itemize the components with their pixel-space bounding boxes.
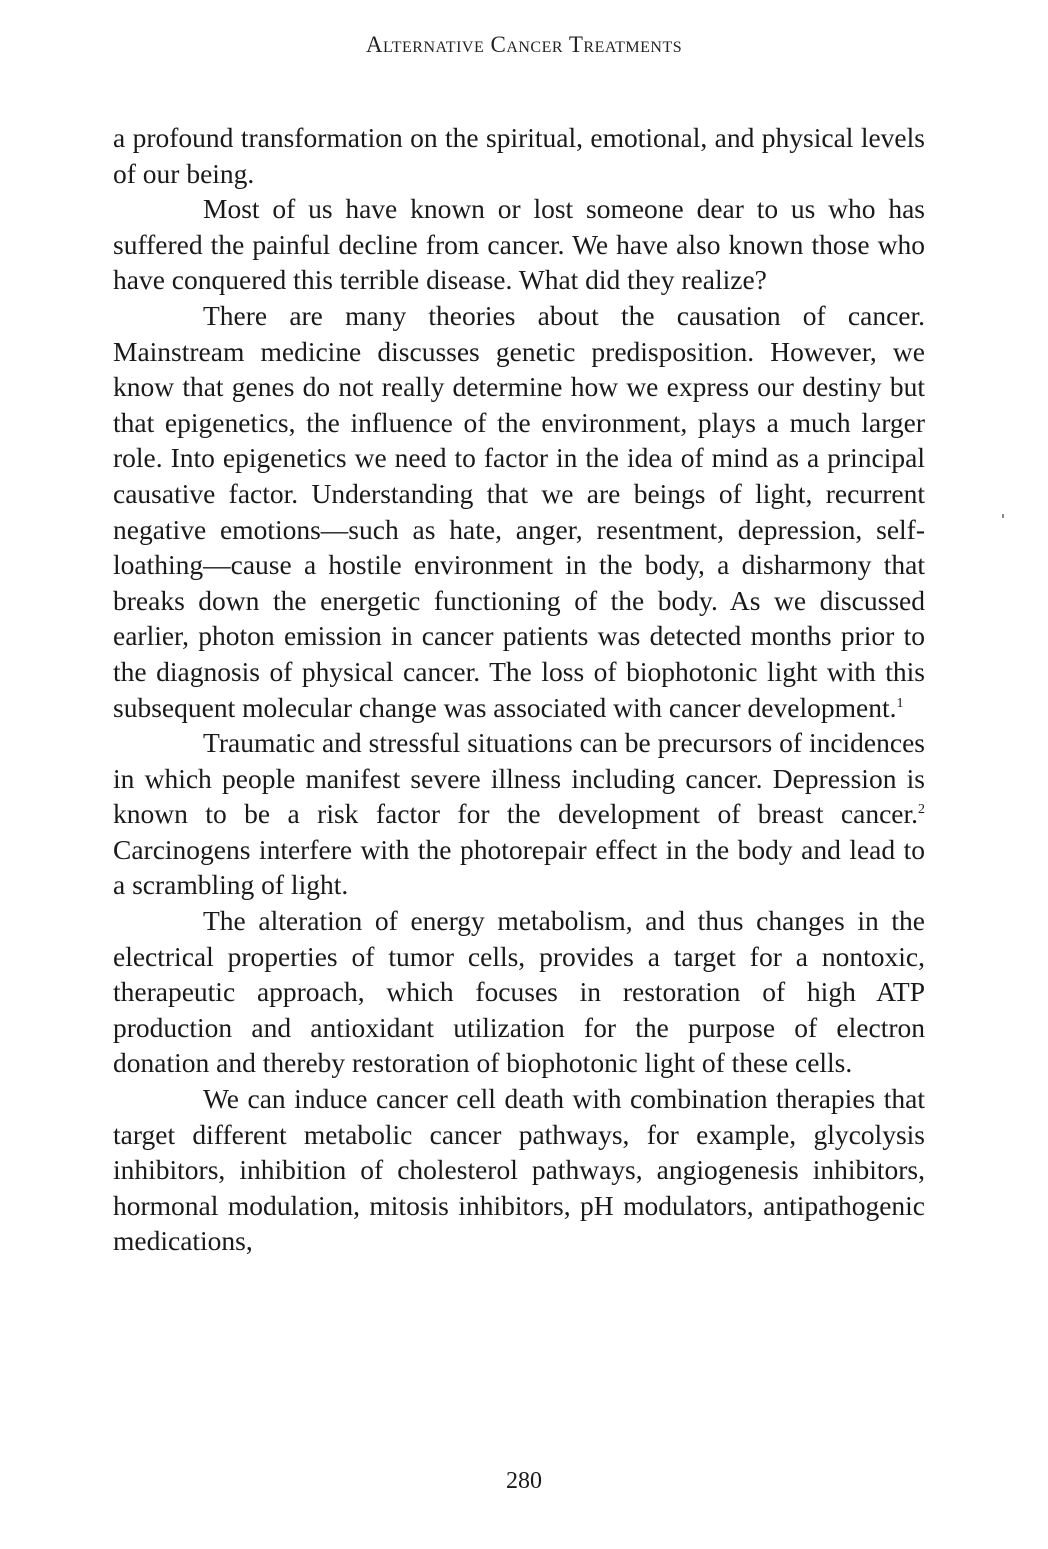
page-number: 280 bbox=[506, 1468, 542, 1494]
running-head: Alternative Cancer Treatments bbox=[365, 32, 683, 57]
footnote-marker-1[interactable]: 1 bbox=[896, 695, 904, 711]
paragraph-causation-text: There are many theories about the causation of cancer. Mainstream medicine discusses genetic predisposition. However, we know that genes do not really determine how we express our destiny but that epigenetics, the influence of the environment, plays a much larger role. Into epigenetics we need to factor in the idea of mind as a principal causative factor. Understanding that we are beings of light, recurrent negative emotions—such as hate, anger, resentment, depression, self-loathing—cause a hostile environment in the body, a disharmony that breaks down the energetic functioning of the body. As we discussed earlier, photon emission in cancer patients was detected months prior to the diagnosis of physical cancer. The loss of biophotonic light with this subsequent molecular change was associated with cancer development. bbox=[113, 299, 925, 723]
body-text bbox=[113, 120, 925, 1259]
paragraph-trauma-text-a: Traumatic and stressful situations can be precursors of incidences in which people manifest severe illness including cancer. Depression is known to be a risk factor for the development of breast cancer. bbox=[113, 727, 925, 830]
paragraph-continuation: a profound transformation on the spiritual, emotional, and physical levels of our being. bbox=[113, 122, 925, 189]
paragraph-causation bbox=[113, 298, 925, 725]
scan-speck bbox=[1002, 514, 1004, 518]
paragraph-therapies: We can induce cancer cell death with combination therapies that target different metabolic cancer pathways, for example, glycolysis inhibitors, inhibition of cholesterol pathways, angiogenesis inhibitors, hormonal modulation, mitosis inhibitors, pH modulators, antipathogenic medications, bbox=[113, 1083, 925, 1257]
paragraph-trauma bbox=[113, 725, 925, 903]
paragraph-loss: Most of us have known or lost someone dear to us who has suffered the painful decline from cancer. We have also known those who have conquered this terrible disease. What did they realize? bbox=[113, 193, 925, 296]
paragraph-trauma-text-b: Carcinogens interfere with the photorepair effect in the body and lead to a scrambling of light. bbox=[113, 833, 925, 901]
footnote-marker-2[interactable]: 2 bbox=[918, 802, 925, 818]
paragraph-metabolism: The alteration of energy metabolism, and thus changes in the electrical properties of tumor cells, provides a target for a nontoxic, therapeutic approach, which focuses in restoration of high ATP production and antioxidant utilization for the purpose of electron donation and thereby restoration of biophotonic light of these cells. bbox=[113, 905, 925, 1079]
